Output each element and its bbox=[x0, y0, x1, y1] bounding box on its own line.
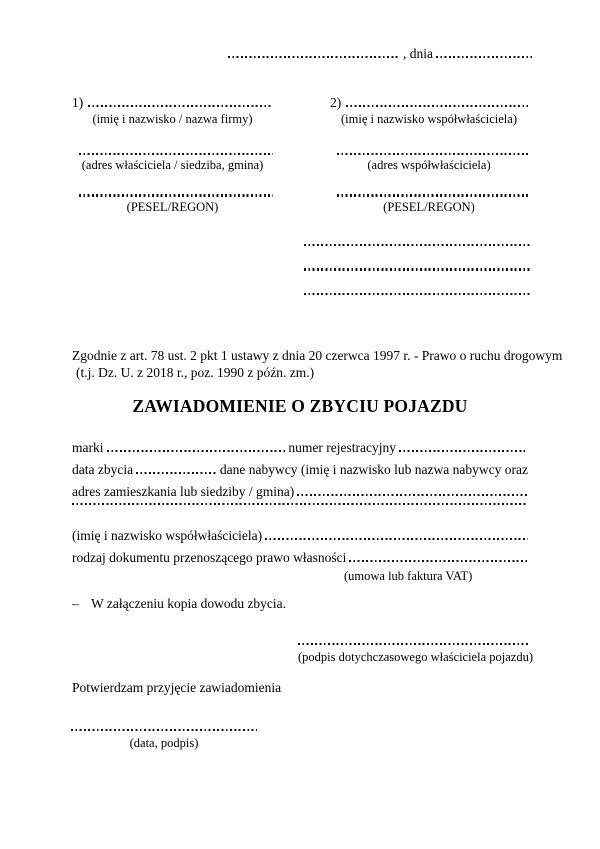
legal-basis bbox=[72, 347, 563, 381]
signature-caption: (podpis dotychczasowego właściciela pojazdu) bbox=[298, 650, 533, 665]
recipient-blank-1 bbox=[304, 244, 530, 246]
vehicle-details bbox=[72, 437, 528, 587]
document-title: ZAWIADOMIENIE O ZBYCIU POJAZDU bbox=[132, 396, 468, 416]
owner-id-caption: (PESEL/REGON) bbox=[126, 199, 219, 214]
make-blank bbox=[107, 450, 286, 452]
buyer-address-blank bbox=[297, 494, 528, 496]
recipient-blank-3 bbox=[304, 293, 530, 295]
registration-label: numer rejestracyjny bbox=[288, 440, 396, 455]
coowner-id-blank bbox=[337, 194, 528, 196]
sale-date-buyer-row bbox=[72, 459, 528, 481]
owner-name-row bbox=[72, 95, 273, 111]
sale-date-blank bbox=[136, 472, 217, 474]
date-signature-block bbox=[71, 729, 257, 751]
coowner-id-caption: (PESEL/REGON) bbox=[383, 199, 475, 214]
coowner-name-label: (imię i nazwisko współwłaściciela) bbox=[72, 528, 263, 543]
ownership-doc-label: rodzaj dokumentu przenoszącego prawo własności bbox=[72, 550, 347, 565]
signature-blank bbox=[298, 643, 530, 645]
attachment-text: W załączeniu kopia dowodu zbycia. bbox=[91, 596, 287, 611]
make-label: marki bbox=[72, 440, 104, 455]
legal-basis-line1: Zgodnie z art. 78 ust. 2 pkt 1 ustawy z dnia 20 czerwca 1997 r. - Prawo o ruchu drogowym bbox=[72, 348, 563, 363]
coowner-name-caption: (imię i nazwisko współwłaściciela) bbox=[341, 112, 517, 126]
buyer-address-continuation-row bbox=[72, 503, 528, 525]
make-registration-row bbox=[72, 437, 528, 459]
owner-number-label: 1) bbox=[72, 95, 84, 110]
date-blank-line bbox=[436, 56, 532, 58]
attachment-line bbox=[72, 596, 286, 612]
ownership-doc-blank bbox=[349, 560, 528, 562]
coowner-name-row bbox=[330, 95, 528, 111]
coowner-signoff-row bbox=[72, 525, 528, 547]
attachment-bullet: – bbox=[72, 596, 79, 611]
place-blank-line bbox=[228, 56, 400, 58]
owner-block bbox=[72, 95, 273, 215]
confirmation-text: Potwierdzam przyjęcie zawiadomienia bbox=[72, 680, 282, 695]
coowner-number-label: 2) bbox=[330, 95, 342, 110]
buyer-address-row bbox=[72, 481, 528, 503]
registration-blank bbox=[399, 450, 525, 452]
recipient-blank-2 bbox=[304, 268, 530, 270]
owner-name-caption: (imię i nazwisko / nazwa firmy) bbox=[92, 112, 253, 126]
recipient-block bbox=[304, 244, 530, 295]
date-line-label: , dnia bbox=[403, 46, 433, 61]
coowner-block bbox=[330, 95, 528, 215]
ownership-doc-caption: (umowa lub faktura VAT) bbox=[344, 569, 473, 583]
coowner-name-blank bbox=[346, 105, 528, 107]
date-signature-blank bbox=[71, 729, 257, 731]
owner-name-blank bbox=[88, 105, 273, 107]
coowner-name-blank-line bbox=[265, 538, 528, 540]
buyer-address-blank-2 bbox=[72, 503, 528, 505]
date-signature-caption: (data, podpis) bbox=[129, 736, 199, 751]
buyer-address-label: adres zamieszkania lub siedziby / gmina) bbox=[72, 484, 295, 499]
owner-id-blank bbox=[79, 194, 273, 196]
sale-date-label: data zbycia bbox=[72, 462, 134, 477]
owner-address-blank bbox=[79, 153, 273, 155]
signature-block bbox=[298, 643, 533, 665]
owner-address-caption: (adres właściciela / siedziba, gmina) bbox=[81, 158, 264, 173]
buyer-label: dane nabywcy (imię i nazwisko lub nazwa nabywcy oraz bbox=[219, 462, 528, 477]
coowner-address-blank bbox=[337, 153, 528, 155]
coowner-address-caption: (adres współwłaściciela) bbox=[367, 158, 491, 173]
place-date-line bbox=[228, 46, 532, 62]
legal-basis-line2: (t.j. Dz. U. z 2018 r., poz. 1990 z późn. zm.) bbox=[76, 365, 315, 380]
